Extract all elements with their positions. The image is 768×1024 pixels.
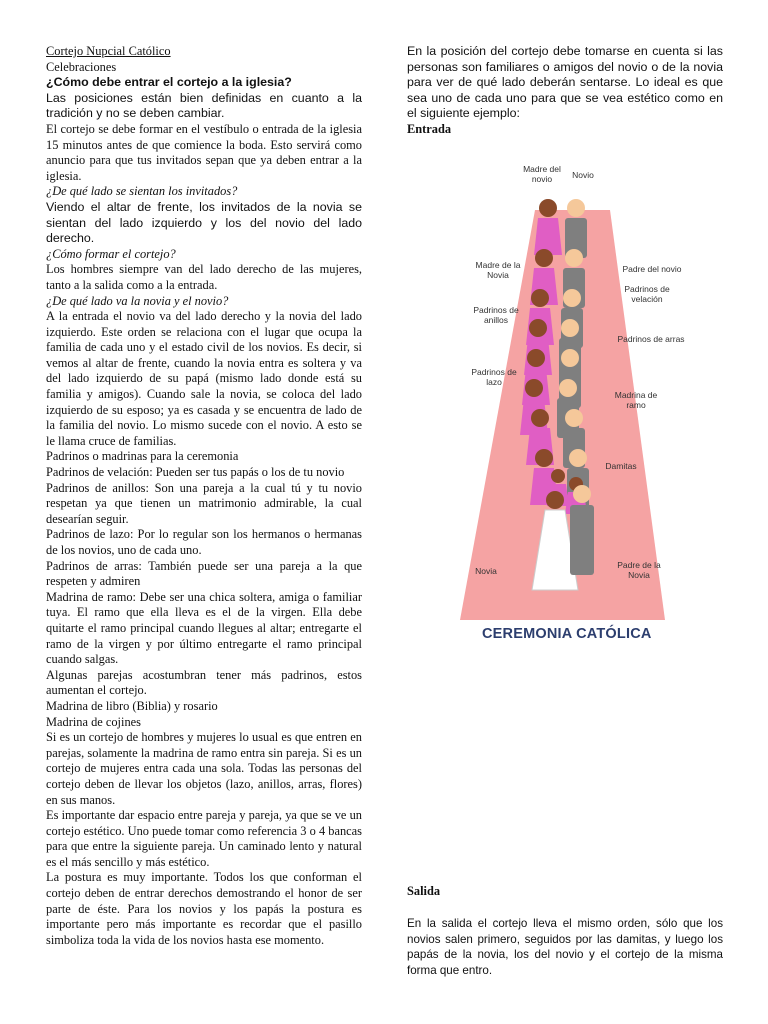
paragraph: Madrina de cojines [46,714,141,729]
left-column [46,44,362,948]
paragraph: En la posición del cortejo debe tomarse en cuenta si las personas son familiares o amigos del novio o de la novia para ver de qué lado deberán sentarse. Lo ideal es que sea uno de cada uno para que se vea estético como en el siguiente ejemplo: [407,44,723,121]
bride-father-head [573,485,591,503]
question-heading-3: ¿Cómo formar el cortejo? [46,246,176,261]
label-padre-novio: Padre del novio [622,264,682,274]
paragraph: Madrina de libro (Biblia) y rosario [46,698,218,713]
bride-head [546,491,564,509]
man-head [569,449,587,467]
woman-head [531,289,549,307]
paragraph: Viendo el altar de frente, los invitados de la novia se sientan del lado izquierdo y los del novio del lado derecho. [46,199,362,246]
question-heading-1: ¿Cómo debe entrar el cortejo a la iglesia? [46,75,292,90]
label-madre-novio: Madre del novio [523,164,561,184]
document-title: Cortejo Nupcial Católico [46,44,171,58]
document-subtitle: Celebraciones [46,59,117,74]
figure-title: CEREMONIA CATÓLICA [482,626,652,642]
paragraph: Madrina de ramo: Debe ser una chica soltera, amiga o familiar tuya. El ramo que ella lleva es el de la virgen. Ella debe quitarte el ramo principal cuando llegues al altar; entregarte el ramo de la virgen y por último entregarte el ramo principal cuando salgas. [46,589,362,667]
woman-head [527,349,545,367]
man-head [561,349,579,367]
man-head [563,289,581,307]
paragraph: Padrinos de velación: Pueden ser tus papás o los de tu novio [46,465,345,480]
right-column [407,44,723,138]
damita-head [551,469,565,483]
woman-head [535,449,553,467]
man-head [559,379,577,397]
entrada-heading: Entrada [407,121,452,136]
paragraph: Padrinos o madrinas para la ceremonia [46,449,239,464]
paragraph: Si es un cortejo de hombres y mujeres lo usual es que entren en parejas, solamente la madrina de ramo entra sin pareja. Si es un cortejo de mujeres entra cada una sola. Todas las personas del cortejo deben de llevar los objetos (lazo, anillos, arras, flores) en sus manos. [46,730,362,807]
label-novia: Novia [475,566,497,576]
man-head [565,249,583,267]
woman-figure [534,218,562,255]
woman-head [529,319,547,337]
label-padrinos-velacion: Padrinos de velación [624,284,670,304]
paragraph: Las posiciones están bien definidas en cuanto a la tradición y no se deben cambiar. [46,90,362,121]
label-madre-novia: Madre de la Novia [475,260,521,280]
salida-heading: Salida [407,884,441,898]
paragraph: A la entrada el novio va del lado derecho y la novia del lado izquierdo. Este orden se relaciona con el lugar que ocupa la familia de cada uno y el estado civil de los novios. Es decir, si vemos al altar de frente, cuando la novia entra es soltera y va del lado izquierdo de su papá (mismo lado donde está su familia y amigos). Cuando sale la novia, se coloca del lado izquierdo de su esposo; ya es casada y se encuentra de lado de la familia del novio. Lo mismo sucede con el novio. A esto se le llama cruce de familias. [46,309,362,448]
label-padre-novia: Padre de la Novia [617,560,661,580]
woman-head [531,409,549,427]
man-head [567,199,585,217]
salida-paragraph: En la salida el cortejo lleva el mismo orden, sólo que los novios salen primero, seguidos por las damitas, y luego los papás de la novia, los del novio y el cortejo de la misma forma que entro. [407,917,723,977]
man-head [565,409,583,427]
paragraph: Los hombres siempre van del lado derecho de las mujeres, tanto a la salida como a la entrada. [46,262,362,292]
paragraph: Algunas parejas acostumbran tener más padrinos, estos aumentan el cortejo. [46,667,362,698]
label-padrinos-lazo: Padrinos de lazo [471,367,517,387]
woman-head [535,249,553,267]
paragraph: Es importante dar espacio entre pareja y pareja, ya que se ve un cortejo estético. Uno puede tomar como referencia 3 o 4 bancas para que entre la siguiente pareja. Un caminado lento y natural es el más sencillo y más estético. [46,808,362,869]
woman-head [525,379,543,397]
label-padrinos-arras: Padrinos de arras [617,334,685,344]
label-novio: Novio [572,170,594,180]
woman-head [539,199,557,217]
label-madrina-ramo: Madrina de ramo [614,390,658,410]
label-padrinos-anillos: Padrinos de anillos [473,305,519,325]
paragraph: Padrinos de lazo: Por lo regular son los hermanos o hermanas de los novios, uno de cada uno. [46,527,362,557]
bride-father-figure [570,505,594,575]
paragraph: Padrinos de arras: También puede ser una pareja a la que respeten y admiren [46,558,362,589]
paragraph: La postura es muy importante. Todos los que conforman el cortejo deben de entrar derechos demostrando el honor de ser parte de éste. Para los novios y los papás la postura es importante pero más importante es recordar que el pasillo simboliza toda la vida de los novios hasta ese momento. [46,870,362,947]
question-heading-4: ¿De qué lado va la novia y el novio? [46,293,229,308]
question-heading-2: ¿De qué lado se sientan los invitados? [46,184,238,199]
label-damitas: Damitas [605,461,637,471]
paragraph: El cortejo se debe formar en el vestíbulo o entrada de la iglesia 15 minutos antes de que comience la boda. Esto servirá como anuncio para que tus invitados sepan que ya deben entrar a la iglesia. [46,121,362,183]
man-head [561,319,579,337]
paragraph: Padrinos de anillos: Son una pareja a la cual tú y tu novio respetan ya que tienen un matrimonio admirable, la cual desearían seguir. [46,480,362,526]
